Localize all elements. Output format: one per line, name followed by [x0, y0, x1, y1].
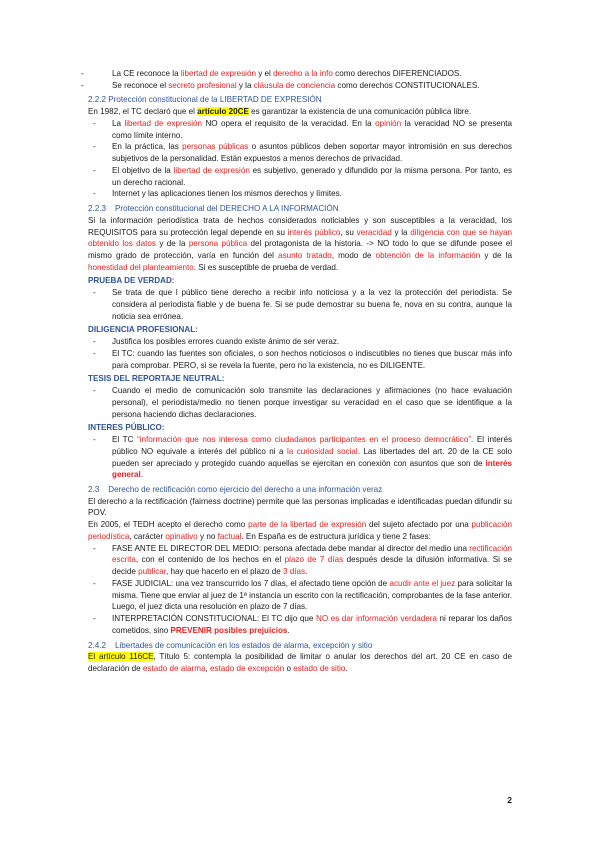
paragraph: En 2005, el TEDH acepto el derecho como parte de la libertad de expresión del sujeto afectado por una publicación periodística, carácter opinativo y no factual. En España es de estructura jurídica y tiene 2 fases:: [88, 520, 512, 541]
list-item: - La CE reconoce la libertad de expresión y el derecho a la info como derechos DIFERENCIADOS.: [100, 68, 512, 80]
list-item: - INTERPRETACIÓN CONSTITUCIONAL: El TC dijo que NO es dar información verdadera ni reparar los daños cometidos, sino PREVENIR posibles prejuicios.: [112, 613, 512, 636]
paragraph: En 1982, el TC declaró que el artículo 20CE es garantizar la existencia de una comunicación pública libre.: [88, 107, 472, 117]
prueba-de-verdad-label: PRUEBA DE VERDAD:: [88, 276, 175, 286]
diligencia-profesional-label: DILIGENCIA PROFESIONAL:: [88, 325, 198, 335]
tesis-reportaje-neutral-label: TESIS DEL REPORTAJE NEUTRAL:: [88, 374, 225, 384]
list-item: - El TC: cuando las fuentes son oficiales, o son hechos noticiosos o indiscutibles no tienes que buscar más info para comprobar. PERO, si se revela la fuente, pero no la existencia, no es DILIGENTE.: [112, 348, 512, 371]
bullet-list: [88, 287, 512, 322]
list-item: - Cuando el medio de comunicación solo transmite las declaraciones y afirmaciones (no hace evaluación personal), el periodista/medio no tienen porque investigar su veracidad en el caso que se identifique a la persona haciendo dichas declaraciones.: [112, 385, 512, 420]
section-heading-2-2-3: 2.2.3 Protección constitucional del DERECHO A LA INFORMACIÓN: [88, 204, 339, 214]
list-item: - FASE JUDICIAL: una vez transcurrido los 7 días, el afectado tiene opción de acudir ante el juez para solicitar la misma. Tiene que enviar al juez de 1ª instancia un escrito con la rectificación, comprobantes de la fase anterior. Luego, el juez dicta una resolución en plazo de 7 días.: [112, 578, 512, 613]
list-item: - Se reconoce el secreto profesional y la cláusula de conciencia como derechos CONSTITUCIONALES.: [100, 80, 512, 92]
bullet-list: [88, 543, 512, 637]
section-heading-2-2-2: 2.2.2 Protección constitucional de la LIBERTAD DE EXPRESIÓN: [88, 95, 322, 105]
list-item: - Justifica los posibles errores cuando existe ánimo de ser veraz.: [112, 336, 512, 348]
top-list: [88, 68, 512, 91]
list-item: - FASE ANTE EL DIRECTOR DEL MEDIO: persona afectada debe mandar al director del medio una rectificación escrita, con el contenido de los hechos en el plazo de 7 días después desde la difusión informativa. Si se decide publicar, hay que hacerlo en el plazo de 3 días.: [112, 543, 512, 578]
list-item: - La libertad de expresión NO opera el requisito de la veracidad. En la opinión la veracidad NO se presenta como límite interno.: [112, 118, 512, 141]
list-item: - Se trata de que l público tiene derecho a recibir info noticiosa y a la vez la protección del periodista. Se considera al periodista fiable y de buena fe. Si se pude demostrar su buena fe, nova en su contra, aunque la noticia sea errónea.: [112, 287, 512, 322]
bullet-list: [88, 385, 512, 420]
list-item: - El TC “información que nos interesa como ciudadanos participantes en el proceso democrático”. El interés público NO equivale a interés del público ni a la curiosidad social. Las libertades del art. 20 de la CE solo pueden ser apreciado y protegido cuando aquellas se ejercitan en conexión con asuntos que son de interés general.: [112, 434, 512, 481]
paragraph: El derecho a la rectificación (fairness doctrine) permite que las personas implicadas e identificadas puedan difundir su POV.: [88, 496, 512, 518]
page-number: 2: [507, 794, 512, 805]
list-item: - En la práctica, las personas públicas o asuntos públicos deben soportar mayor intromisión en sus derechos subjetivos de la personalidad. Están expuestos a menos derechos de privacidad.: [112, 141, 512, 164]
section-heading-2-3: 2.3 Derecho de rectificación como ejercicio del derecho a una información veraz: [88, 484, 383, 494]
bullet-list: [88, 118, 512, 200]
list-item: - El objetivo de la libertad de expresión es subjetivo, generado y difundido por la misma persona. Por tanto, es un derecho racional.: [112, 165, 512, 188]
list-item: - Internet y las aplicaciones tienen los mismos derechos y límites.: [112, 188, 512, 200]
section-heading-2-4-2: 2.4.2 Libertades de comunicación en los estados de alarma, excepción y sitio: [88, 640, 373, 650]
bullet-list: [88, 434, 512, 481]
paragraph: El artículo 116CE, Título 5: contempla la posibilidad de limitar o anular los derechos del art. 20 CE en caso de declaración de estado de alarma, estado de excepción o estado de sitio.: [88, 652, 512, 673]
bullet-list: [88, 336, 512, 371]
interes-publico-label: INTERES PÚBLICO:: [88, 423, 165, 433]
paragraph: Si la información periodística trata de hechos considerados noticiables y son susceptibles a la veracidad, los REQUISITOS para su protección legal depende en su interés público, su veracidad y la diligencia con que se hayan obtenido los datos y de la persona pública del protagonista de la historia. -> NO todo lo que se difunde posee el mismo grado de protección, varía en función del asunto tratado, modo de obtención de la información y de la honestidad del planteamiento. Si es susceptible de prueba de verdad.: [88, 215, 513, 272]
